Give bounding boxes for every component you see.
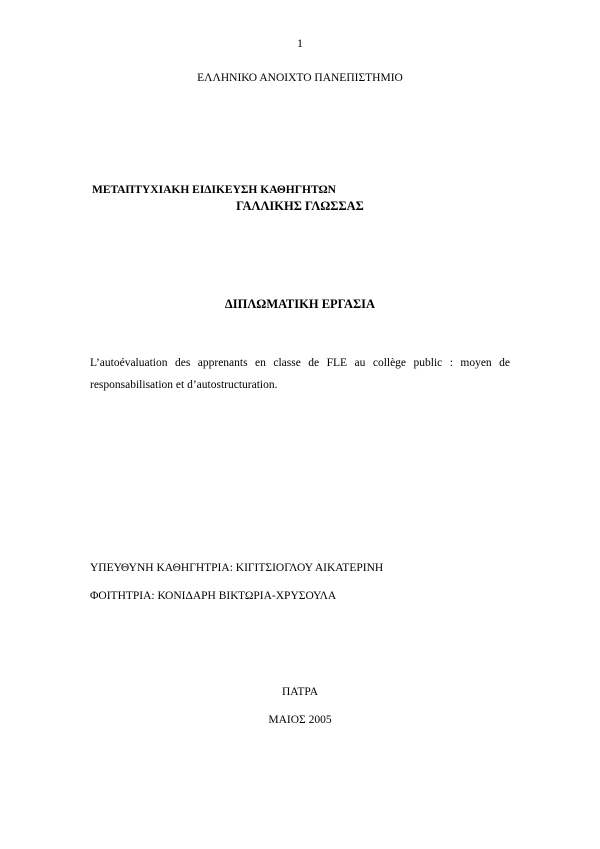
supervisor-line: ΥΠΕΥΘΥΝΗ ΚΑΘΗΓΗΤΡΙΑ: ΚΙΓΙΤΣΙΟΓΛΟΥ ΑΙΚΑΤΕΡΙΝΗ (90, 562, 384, 574)
city: ΠΑΤΡΑ (281, 686, 319, 698)
thesis-label: ΔΙΠΛΩΜΑΤΙΚΗ ΕΡΓΑΣΙΑ (224, 297, 376, 311)
thesis-title: L’autoévaluation des apprenants en classe de FLE au collège public : moyen de responsabilisation et d’autostructuration. (90, 357, 510, 391)
program-title-line2: ΓΑΛΛΙΚΗΣ ΓΛΩΣΣΑΣ (236, 199, 364, 213)
program-title-line1: ΜΕΤΑΠΤΥΧΙΑΚΗ ΕΙΔΙΚΕΥΣΗ ΚΑΘΗΓΗΤΩΝ (92, 184, 336, 196)
student-line: ΦΟΙΤΗΤΡΙΑ: ΚΟΝΙΔΑΡΗ ΒΙΚΤΩΡΙΑ-ΧΡΥΣΟΥΛΑ (90, 590, 337, 602)
date: ΜΑΙΟΣ 2005 (268, 714, 332, 726)
page-number: 1 (297, 36, 303, 50)
university-name: ΕΛΛΗΝΙΚΟ ΑΝΟΙΧΤΟ ΠΑΝΕΠΙΣΤΗΜΙΟ (197, 72, 403, 84)
